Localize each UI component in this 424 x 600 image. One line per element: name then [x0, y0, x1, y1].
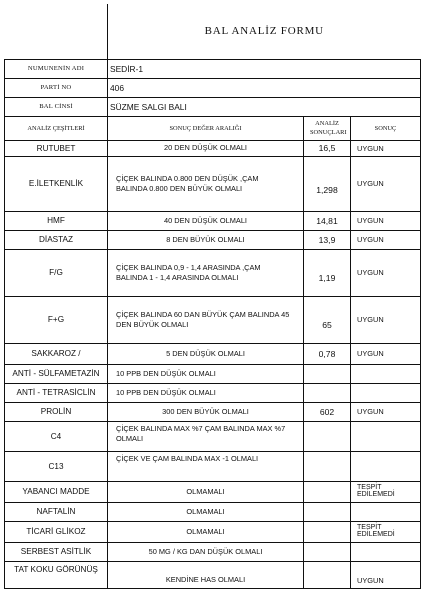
- row-status: UYGUN: [351, 249, 421, 296]
- row-requirement: ÇİÇEK VE ÇAM BALINDA MAX -1 OLMALI: [108, 451, 304, 481]
- row-requirement: 300 DEN BÜYÜK OLMALI: [108, 402, 304, 421]
- sample-name-label: NUMUNENİN ADI: [5, 59, 108, 78]
- row-status: [351, 421, 421, 451]
- table-row: [5, 211, 421, 230]
- table-row: [5, 521, 421, 542]
- row-name: PROLİN: [5, 402, 108, 421]
- table-row: [5, 383, 421, 402]
- row-requirement: 5 DEN DÜŞÜK OLMALI: [108, 343, 304, 364]
- analysis-form-table: [4, 4, 421, 589]
- form-title: BAL ANALİZ FORMU: [108, 4, 421, 59]
- row-requirement: 20 DEN DÜŞÜK OLMALI: [108, 140, 304, 156]
- row-status: UYGUN: [351, 296, 421, 343]
- row-status: UYGUN: [351, 343, 421, 364]
- row-result: 16,5: [304, 140, 351, 156]
- row-name: DİASTAZ: [5, 230, 108, 249]
- row-requirement: OLMAMALI: [108, 481, 304, 502]
- row-result: [304, 421, 351, 451]
- row-requirement: 40 DEN DÜŞÜK OLMALI: [108, 211, 304, 230]
- row-requirement: OLMAMALI: [108, 521, 304, 542]
- table-row: [5, 140, 421, 156]
- row-name: C13: [5, 451, 108, 481]
- row-result: 1,298: [304, 156, 351, 211]
- row-name: C4: [5, 421, 108, 451]
- row-status: [351, 542, 421, 561]
- honey-type-label: BAL CİNSİ: [5, 97, 108, 116]
- row-result: [304, 502, 351, 521]
- row-result: 602: [304, 402, 351, 421]
- header-value-range: SONUÇ DEĞER ARALIĞI: [108, 116, 304, 140]
- row-result: [304, 542, 351, 561]
- table-row: [5, 402, 421, 421]
- row-name: F/G: [5, 249, 108, 296]
- table-row: [5, 542, 421, 561]
- batch-no-label: PARTİ NO: [5, 78, 108, 97]
- row-requirement: OLMAMALI: [108, 502, 304, 521]
- row-name: ANTİ - TETRASİCLİN: [5, 383, 108, 402]
- row-result: [304, 383, 351, 402]
- title-row: [5, 4, 421, 59]
- table-header-row: [5, 116, 421, 140]
- row-status: [351, 383, 421, 402]
- batch-no-row: [5, 78, 421, 97]
- sample-name-value: SEDİR-1: [108, 59, 421, 78]
- row-requirement: 10 PPB DEN DÜŞÜK OLMALI: [108, 383, 304, 402]
- row-status: [351, 502, 421, 521]
- row-name: NAFTALİN: [5, 502, 108, 521]
- table-row: [5, 421, 421, 451]
- header-result: SONUÇ: [351, 116, 421, 140]
- row-name: TİCARİ GLİKOZ: [5, 521, 108, 542]
- row-result: 13,9: [304, 230, 351, 249]
- row-requirement: 50 MG / KG DAN DÜŞÜK OLMALI: [108, 542, 304, 561]
- table-row: [5, 296, 421, 343]
- row-requirement: ÇİÇEK BALINDA 60 DAN BÜYÜK ÇAM BALINDA 45 DEN BÜYÜK OLMALI: [108, 296, 304, 343]
- row-requirement: ÇİÇEK BALINDA 0,9 - 1,4 ARASINDA ,ÇAM BALINDA 1 - 1,4 ARASINDA OLMALI: [108, 249, 304, 296]
- table-row: [5, 249, 421, 296]
- row-requirement: KENDİNE HAS OLMALI: [108, 561, 304, 588]
- row-name: SAKKAROZ /: [5, 343, 108, 364]
- row-result: 1,19: [304, 249, 351, 296]
- table-row: [5, 561, 421, 588]
- row-status: UYGUN: [351, 211, 421, 230]
- table-row: [5, 451, 421, 481]
- honey-type-row: [5, 97, 421, 116]
- row-result: 65: [304, 296, 351, 343]
- row-status: UYGUN: [351, 156, 421, 211]
- row-result: [304, 481, 351, 502]
- row-result: [304, 521, 351, 542]
- table-row: [5, 364, 421, 383]
- row-name: E.İLETKENLİK: [5, 156, 108, 211]
- logo-blank-cell: [5, 4, 108, 59]
- header-analysis-results: ANALİZ SONUÇLARI: [304, 116, 351, 140]
- header-analysis-types: ANALİZ ÇEŞİTLERİ: [5, 116, 108, 140]
- row-name: SERBEST ASİTLİK: [5, 542, 108, 561]
- table-row: [5, 481, 421, 502]
- row-name: TAT KOKU GÖRÜNÜŞ: [5, 561, 108, 588]
- row-status: UYGUN: [351, 402, 421, 421]
- row-status: UYGUN: [351, 230, 421, 249]
- table-row: [5, 343, 421, 364]
- table-row: [5, 502, 421, 521]
- honey-type-value: SÜZME SALGI BALI: [108, 97, 421, 116]
- row-name: YABANCI MADDE: [5, 481, 108, 502]
- table-row: [5, 156, 421, 211]
- row-name: F+G: [5, 296, 108, 343]
- row-result: 14,81: [304, 211, 351, 230]
- row-status: [351, 451, 421, 481]
- row-result: [304, 561, 351, 588]
- row-status: UYGUN: [351, 140, 421, 156]
- row-status: TESPİT EDİLEMEDİ: [351, 481, 421, 502]
- sample-name-row: [5, 59, 421, 78]
- row-requirement: ÇİÇEK BALINDA 0.800 DEN DÜŞÜK ,ÇAM BALINDA 0.800 DEN BÜYÜK OLMALI: [108, 156, 304, 211]
- row-requirement: 8 DEN BÜYÜK OLMALI: [108, 230, 304, 249]
- row-status: [351, 364, 421, 383]
- row-requirement: 10 PPB DEN DÜŞÜK OLMALI: [108, 364, 304, 383]
- row-status: TESPİT EDİLEMEDİ: [351, 521, 421, 542]
- row-status: UYGUN: [351, 561, 421, 588]
- analysis-form-page: [4, 4, 420, 589]
- row-name: RUTUBET: [5, 140, 108, 156]
- row-name: ANTİ - SÜLFAMETAZİN: [5, 364, 108, 383]
- table-row: [5, 230, 421, 249]
- row-name: HMF: [5, 211, 108, 230]
- row-result: [304, 364, 351, 383]
- row-result: 0,78: [304, 343, 351, 364]
- batch-no-value: 406: [108, 78, 421, 97]
- row-requirement: ÇİÇEK BALINDA MAX %7 ÇAM BALINDA MAX %7 OLMALI: [108, 421, 304, 451]
- row-result: [304, 451, 351, 481]
